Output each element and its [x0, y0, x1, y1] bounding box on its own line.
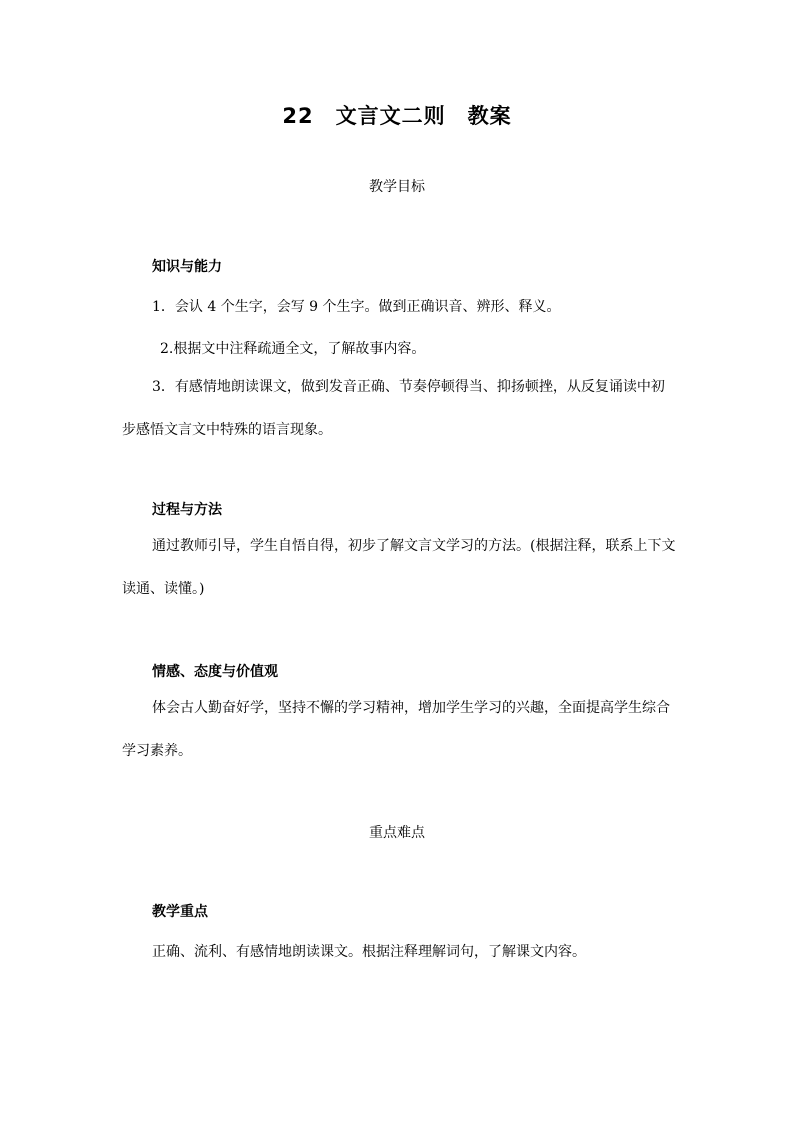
- knowledge-item-2: 2.根据文中注释疏通全文，了解故事内容。: [160, 341, 426, 357]
- process-method-heading: 过程与方法: [152, 502, 222, 518]
- objectives-heading: 教学目标: [369, 179, 425, 195]
- teaching-focus-heading: 教学重点: [152, 904, 208, 920]
- emotion-values-heading: 情感、态度与价值观: [152, 664, 278, 680]
- document-title: 22 文言文二则 教案: [282, 104, 512, 128]
- process-method-text: 通过教师引导，学生自悟自得，初步了解文言文学习的方法。(根据注释，联系上下文读通、读懂。): [122, 538, 676, 597]
- emotion-values-text: 体会古人勤奋好学，坚持不懈的学习精神，增加学生学习的兴趣，全面提高学生综合学习素养。: [122, 700, 670, 759]
- key-points-heading: 重点难点: [369, 825, 425, 841]
- knowledge-item-3: 3．有感情地朗读课文，做到发音正确、节奏停顿得当、抑扬顿挫，从反复诵读中初步感悟文言文中特殊的语言现象。: [122, 379, 665, 438]
- knowledge-ability-heading: 知识与能力: [152, 259, 222, 275]
- teaching-focus-text: 正确、流利、有感情地朗读课文。根据注释理解词句，了解课文内容。: [152, 944, 586, 960]
- knowledge-item-1: 1．会认 4 个生字，会写 9 个生字。做到正确识音、辨形、释义。: [152, 299, 561, 315]
